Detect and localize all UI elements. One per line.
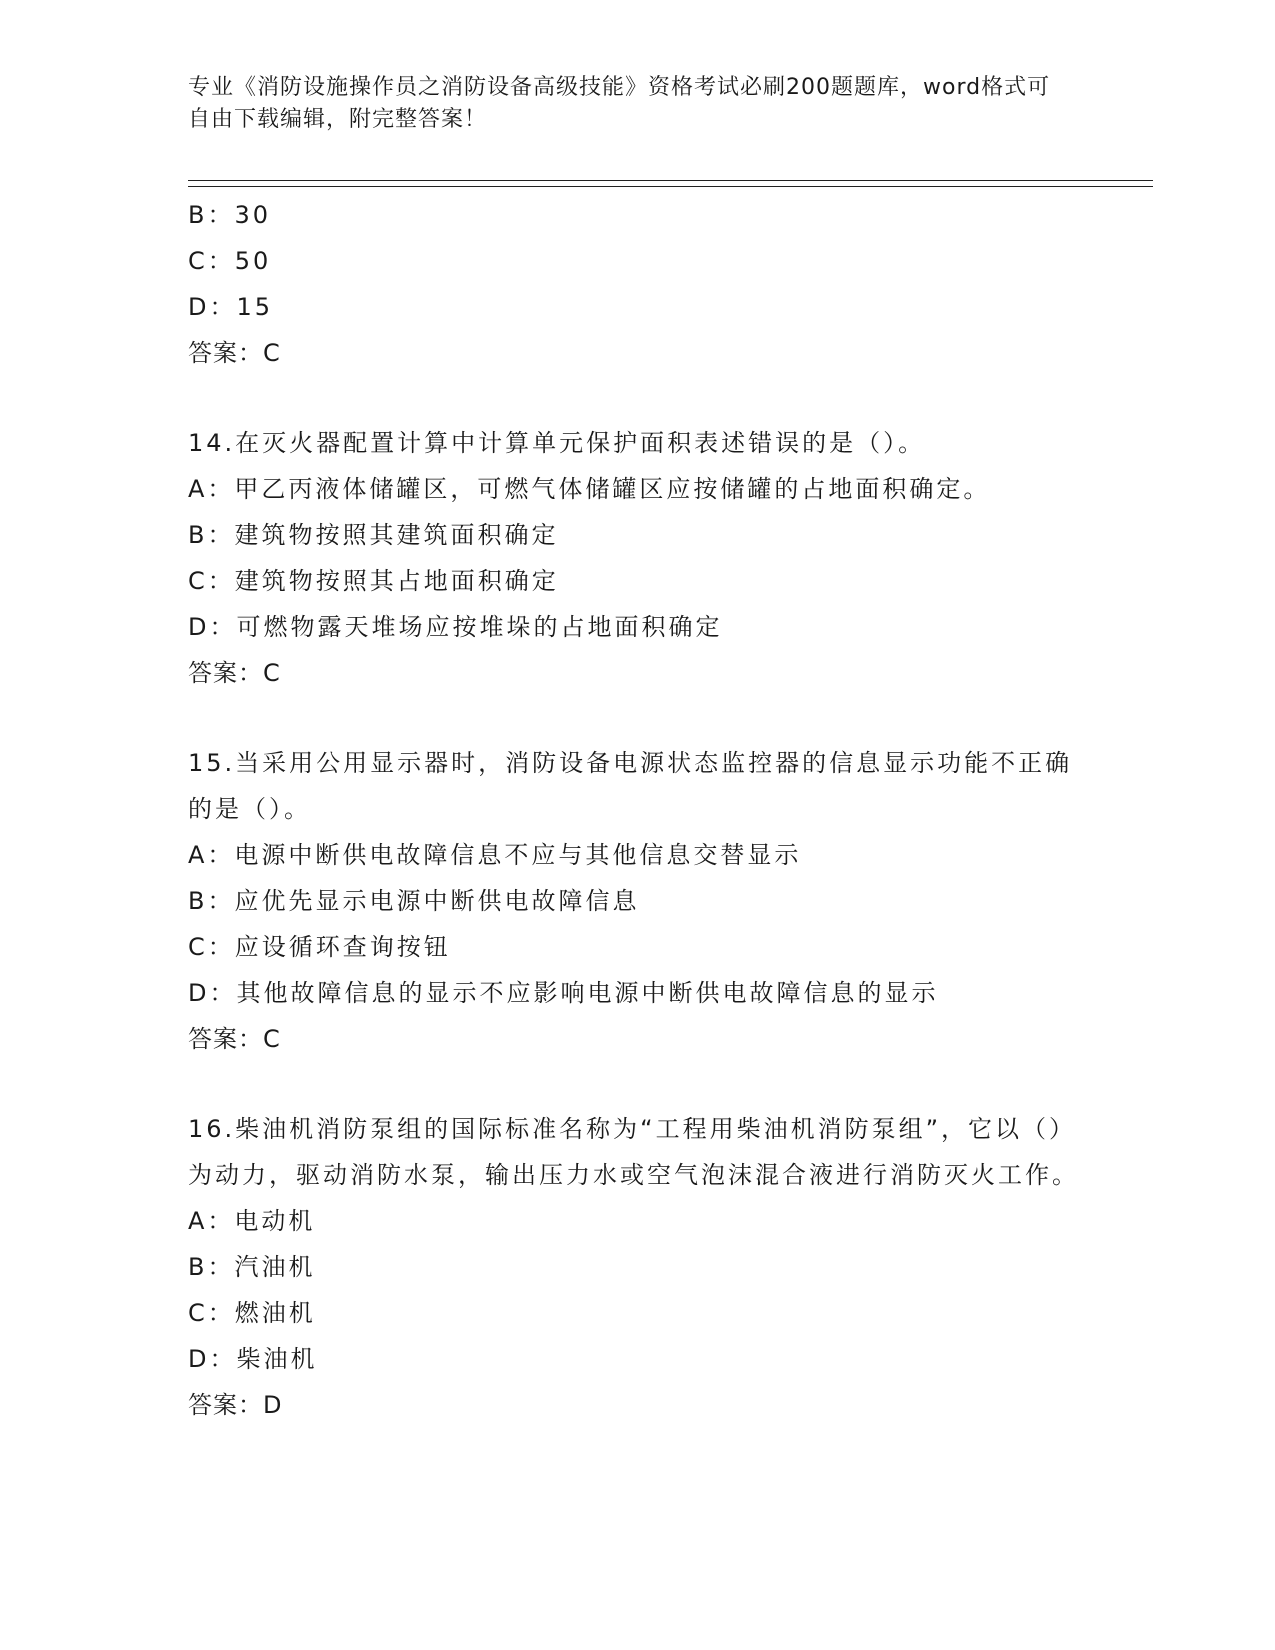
option-text: 其他故障信息的显示不应影响电源中断供电故障信息的显示 bbox=[236, 979, 939, 1007]
question-14 bbox=[188, 420, 1088, 696]
option-b: B：汽油机 bbox=[188, 1253, 316, 1281]
question-list bbox=[188, 192, 1088, 1428]
option-text: 建筑物按照其建筑面积确定 bbox=[234, 521, 559, 549]
question-15 bbox=[188, 740, 1088, 1062]
option-b: B：建筑物按照其建筑面积确定 bbox=[188, 521, 559, 549]
question-text: 15.当采用公用显示器时，消防设备电源状态监控器的信息显示功能不正确的是（）。 bbox=[188, 749, 1073, 823]
option-label: A bbox=[188, 475, 208, 503]
option-label: B bbox=[188, 521, 208, 549]
option-text: 甲乙丙液体储罐区，可燃气体储罐区应按储罐的占地面积确定。 bbox=[234, 475, 991, 503]
answer: 答案：C bbox=[188, 339, 281, 367]
option-d: D：其他故障信息的显示不应影响电源中断供电故障信息的显示 bbox=[188, 979, 939, 1007]
option-a: A：电源中断供电故障信息不应与其他信息交替显示 bbox=[188, 841, 802, 869]
option-text: 建筑物按照其占地面积确定 bbox=[234, 567, 559, 595]
option-c: C：应设循环查询按钮 bbox=[188, 933, 451, 961]
option-text: 电动机 bbox=[234, 1207, 316, 1235]
option-label: D bbox=[188, 979, 210, 1007]
answer: 答案：D bbox=[188, 1391, 283, 1419]
option-label: A bbox=[188, 841, 208, 869]
header-rule-top bbox=[188, 180, 1153, 181]
option-d: D：可燃物露天堆场应按堆垛的占地面积确定 bbox=[188, 613, 723, 641]
option-text: 15 bbox=[236, 293, 274, 321]
option-label: D bbox=[188, 293, 210, 321]
option-label: D bbox=[188, 1345, 210, 1373]
option-b: B：应优先显示电源中断供电故障信息 bbox=[188, 887, 640, 915]
option-d: D：15 bbox=[188, 293, 274, 321]
option-c: C：燃油机 bbox=[188, 1299, 316, 1327]
option-c: C：50 bbox=[188, 247, 272, 275]
option-text: 可燃物露天堆场应按堆垛的占地面积确定 bbox=[236, 613, 723, 641]
option-text: 柴油机 bbox=[236, 1345, 318, 1373]
option-a: A：电动机 bbox=[188, 1207, 316, 1235]
question-16 bbox=[188, 1106, 1088, 1428]
option-label: A bbox=[188, 1207, 208, 1235]
option-text: 30 bbox=[234, 201, 272, 229]
answer: 答案：C bbox=[188, 1025, 281, 1053]
option-label: D bbox=[188, 613, 210, 641]
option-text: 应设循环查询按钮 bbox=[234, 933, 451, 961]
option-text: 燃油机 bbox=[234, 1299, 316, 1327]
option-text: 汽油机 bbox=[234, 1253, 316, 1281]
question-13-continued bbox=[188, 192, 1088, 376]
option-text: 应优先显示电源中断供电故障信息 bbox=[234, 887, 640, 915]
option-label: B bbox=[188, 887, 208, 915]
option-label: C bbox=[188, 247, 208, 275]
header-rule-bottom bbox=[188, 186, 1153, 187]
option-label: B bbox=[188, 1253, 208, 1281]
option-text: 电源中断供电故障信息不应与其他信息交替显示 bbox=[234, 841, 802, 869]
option-label: C bbox=[188, 1299, 208, 1327]
option-text: 50 bbox=[234, 247, 272, 275]
option-c: C：建筑物按照其占地面积确定 bbox=[188, 567, 559, 595]
option-label: B bbox=[188, 201, 208, 229]
option-label: C bbox=[188, 567, 208, 595]
document-header: 专业《消防设施操作员之消防设备高级技能》资格考试必刷200题题库，word格式可自由下载编辑，附完整答案！ bbox=[188, 75, 1051, 132]
option-a: A：甲乙丙液体储罐区，可燃气体储罐区应按储罐的占地面积确定。 bbox=[188, 475, 991, 503]
option-b: B：30 bbox=[188, 201, 272, 229]
question-text: 14.在灭火器配置计算中计算单元保护面积表述错误的是（）。 bbox=[188, 429, 926, 457]
option-d: D：柴油机 bbox=[188, 1345, 318, 1373]
question-text: 16.柴油机消防泵组的国际标准名称为“工程用柴油机消防泵组”，它以（）为动力，驱动消防水泵，输出压力水或空气泡沫混合液进行消防灭火工作。 bbox=[188, 1115, 1079, 1189]
answer: 答案：C bbox=[188, 659, 281, 687]
option-label: C bbox=[188, 933, 208, 961]
